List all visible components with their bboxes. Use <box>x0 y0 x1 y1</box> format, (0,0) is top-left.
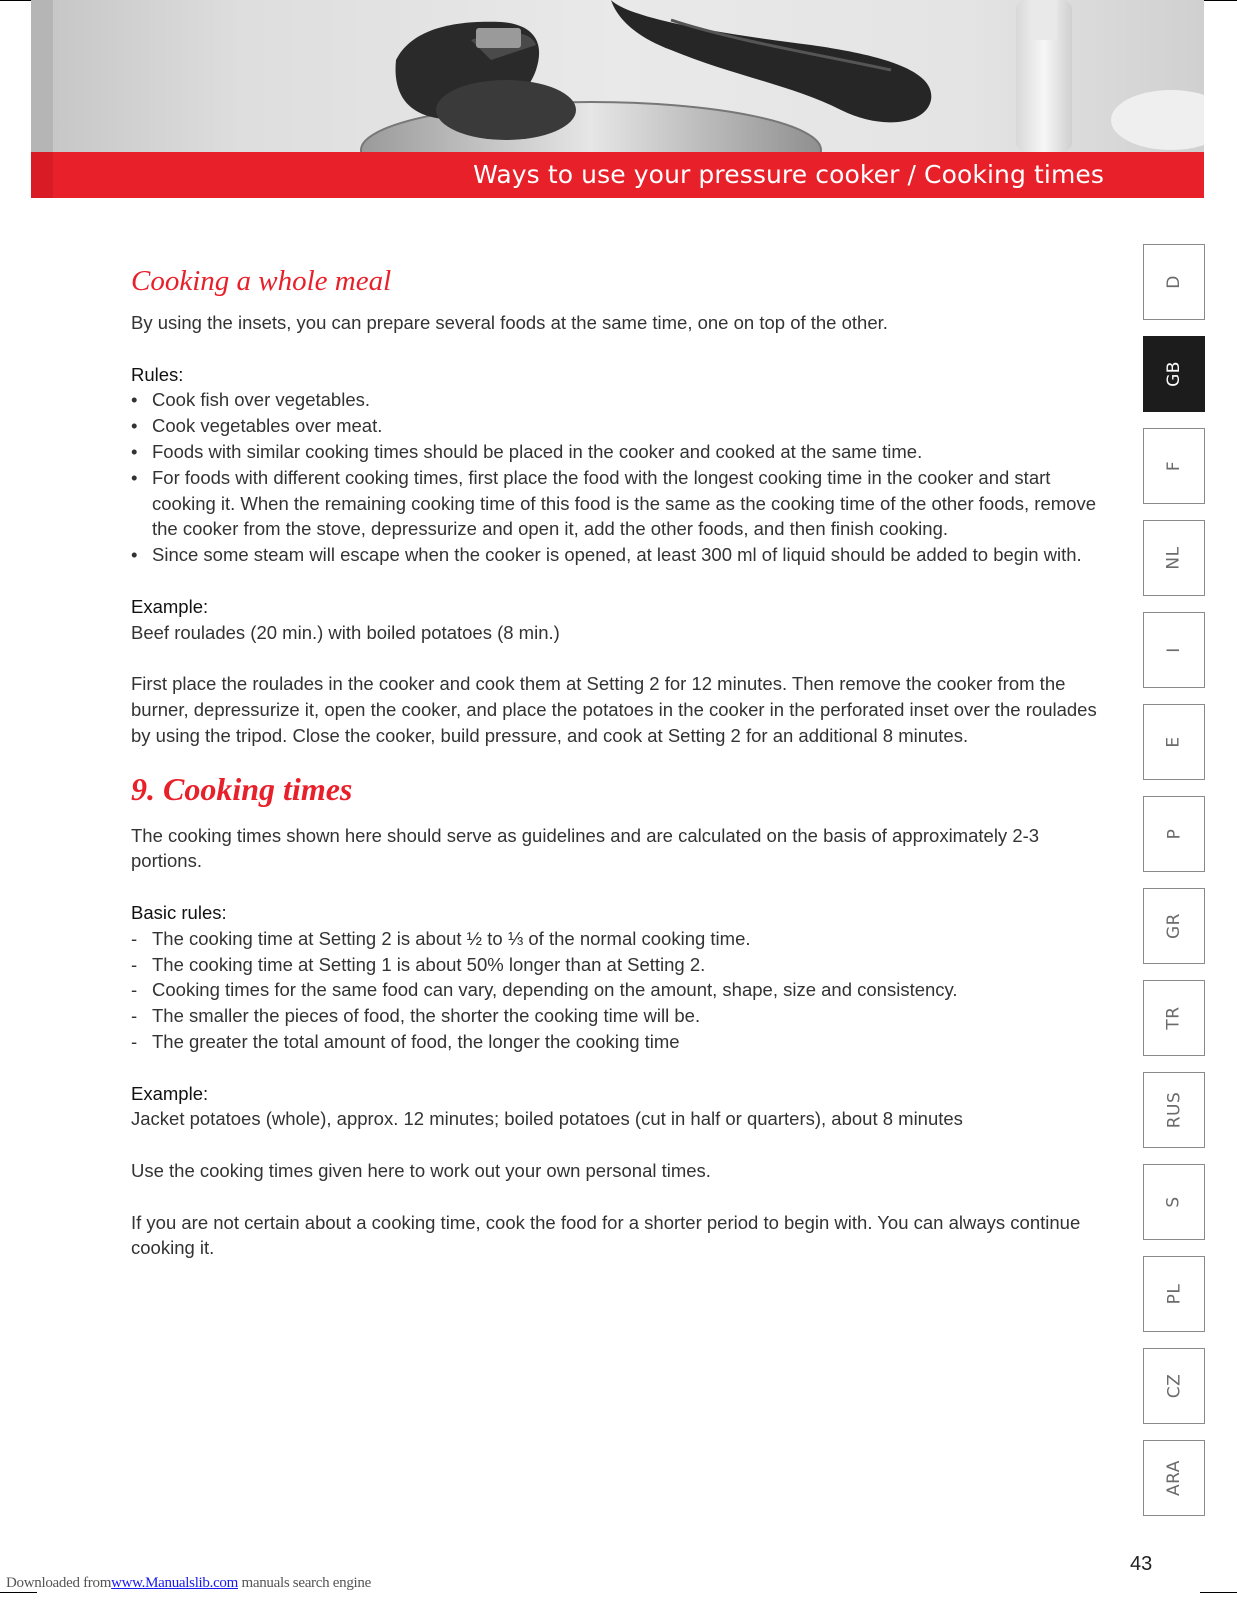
main-content <box>131 262 1106 1261</box>
tab-label: PL <box>1163 1283 1184 1305</box>
crop-mark <box>0 1592 37 1593</box>
tab-gr[interactable] <box>1143 888 1205 964</box>
tab-label: D <box>1164 275 1184 289</box>
crop-mark <box>1200 0 1237 1</box>
list-item: - The cooking time at Setting 1 is about 50% longer than at Setting 2. <box>131 952 1106 978</box>
cooking-times-intro: The cooking times shown here should serve as guidelines and are calculated on the basis of approximately 2-3 portions. <box>131 824 1040 872</box>
footer <box>6 1575 371 1592</box>
tab-e[interactable] <box>1143 704 1205 780</box>
header-photo <box>31 0 1204 152</box>
tab-label: GR <box>1164 913 1184 939</box>
example-text: Jacket potatoes (whole), approx. 12 minutes; boiled potatoes (cut in half or quarters), about 8 minutes <box>131 1108 963 1130</box>
list-item: - The smaller the pieces of food, the shorter the cooking time will be. <box>131 1003 1106 1029</box>
manualslib-link[interactable]: www.Manualslib.com <box>111 1575 239 1591</box>
tab-label: RUS <box>1163 1091 1184 1129</box>
list-item: - Cooking times for the same food can vary, depending on the amount, shape, size and consistency. <box>131 977 1106 1003</box>
page-number: 43 <box>1130 1553 1153 1575</box>
crop-mark <box>1200 1592 1237 1593</box>
list-item: • Cook fish over vegetables. <box>131 387 1106 413</box>
tab-label: P <box>1163 828 1184 840</box>
example-text: Beef roulades (20 min.) with boiled potatoes (8 min.) <box>131 621 560 643</box>
section-title-whole-meal: Cooking a whole meal <box>131 265 392 297</box>
footer-suffix: manuals search engine <box>241 1575 371 1591</box>
tab-s[interactable] <box>1143 1164 1205 1240</box>
rules-label: Rules: <box>131 363 184 385</box>
tab-label: I <box>1163 647 1184 653</box>
tab-nl[interactable] <box>1143 520 1205 596</box>
tab-f[interactable] <box>1143 428 1205 504</box>
list-item: • For foods with different cooking times, first place the food with the longest cooking time in the cooker and start cooking it. When the remaining cooking time of this food is the same as the cooking time of the other foods, remove the cooker from the stove, depressurize and open it, add the other foods, and then finish cooking. <box>131 465 1106 542</box>
tab-gb[interactable] <box>1143 336 1205 412</box>
tab-p[interactable] <box>1143 796 1205 872</box>
tab-label: ARA <box>1163 1460 1184 1496</box>
basic-rules-label: Basic rules: <box>131 901 227 923</box>
cooking-times-paragraph: Use the cooking times given here to work out your own personal times. <box>131 1159 711 1181</box>
tab-pl[interactable] <box>1143 1256 1205 1332</box>
tab-label: F <box>1164 460 1184 472</box>
header-bar <box>31 152 1204 198</box>
tab-label: NL <box>1163 546 1184 570</box>
list-item: • Since some steam will escape when the cooker is opened, at least 300 ml of liquid should be added to begin with. <box>131 542 1106 568</box>
tab-i[interactable] <box>1143 612 1205 688</box>
page-title: Ways to use your pressure cooker / Cooking times <box>473 160 1104 189</box>
rules-list <box>131 387 1106 568</box>
tab-label: S <box>1163 1196 1184 1208</box>
basic-rules-list <box>131 926 1106 1055</box>
whole-meal-paragraph: First place the roulades in the cooker and cook them at Setting 2 for 12 minutes. Then remove the cooker from the burner, depressurize it, open the cooker, and place the potatoes in the cooker in the perforated inset over the roulades by using the tripod. Close the cooker, build pressure, and cook at Setting 2 for an additional 8 minutes. <box>131 673 1097 746</box>
list-item: • Foods with similar cooking times should be placed in the cooker and cooked at the same time. <box>131 439 1106 465</box>
tab-rus[interactable] <box>1143 1072 1205 1148</box>
tab-tr[interactable] <box>1143 980 1205 1056</box>
tab-label: TR <box>1163 1006 1184 1030</box>
example-label: Example: <box>131 595 209 617</box>
tab-label: E <box>1164 736 1184 748</box>
tab-label: CZ <box>1164 1373 1184 1399</box>
pressure-cooker-illustration <box>31 0 1204 152</box>
tab-cz[interactable] <box>1143 1348 1205 1424</box>
cooking-times-paragraph: If you are not certain about a cooking time, cook the food for a shorter period to begin with. You can always continue cooking it. <box>131 1211 1081 1259</box>
list-item: - The cooking time at Setting 2 is about ½ to ⅓ of the normal cooking time. <box>131 926 1106 952</box>
list-item: - The greater the total amount of food, the longer the cooking time <box>131 1029 1106 1055</box>
header-bar-notch <box>31 152 53 198</box>
list-item: • Cook vegetables over meat. <box>131 413 1106 439</box>
example-label: Example: <box>131 1082 209 1104</box>
tab-label: GB <box>1164 361 1184 387</box>
whole-meal-intro: By using the insets, you can prepare several foods at the same time, one on top of the other. <box>131 312 888 333</box>
tab-d[interactable] <box>1143 244 1205 320</box>
footer-prefix: Downloaded from <box>6 1575 112 1591</box>
section-title-cooking-times: 9. Cooking times <box>131 770 353 807</box>
tab-ara[interactable] <box>1143 1440 1205 1516</box>
